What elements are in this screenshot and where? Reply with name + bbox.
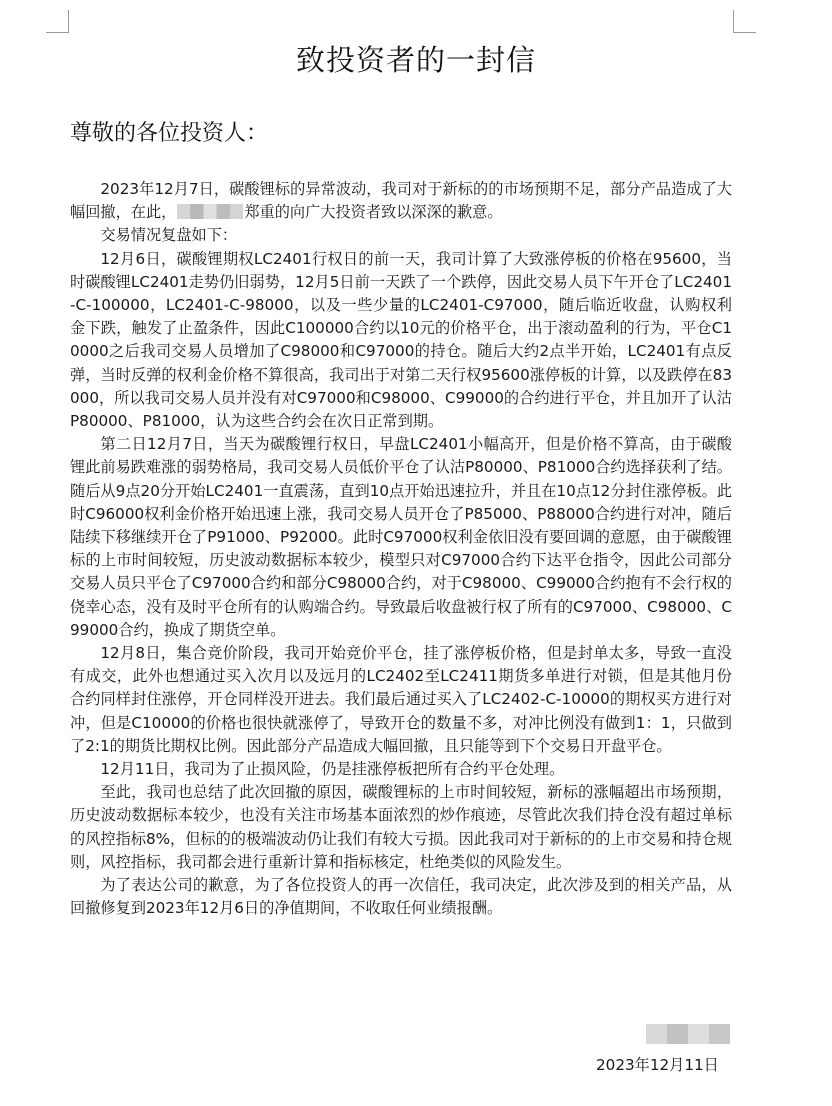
paragraph-dec11: 12月11日，我司为了止损风险，仍是挂涨停板把所有合约平仓处理。 bbox=[100, 760, 565, 779]
redacted-company-name bbox=[177, 204, 243, 219]
paragraph-summary: 至此，我司也总结了此次回撤的原因，碳酸锂标的上市时间较短，新标的涨幅超出市场预期，历史波动数据标本较少，也没有关注市场基本面浓烈的炒作痕迹，尽管此次我们持仓没有超过单标的风控指标8%，但标的的极端波动仍让我们有较大亏损。因此我司对于新标的的上市交易和持仓规则，风控指标，我司都会进行重新计算和指标核定，杜绝类似的风险发生。 bbox=[70, 783, 732, 871]
letter-date: 2023年12月11日 bbox=[596, 1056, 719, 1074]
paragraph-dec7: 第二日12月7日，当天为碳酸锂行权日，早盘LC2401小幅高开，但是价格不算高，由于碳酸锂此前易跌难涨的弱势格局，我司交易人员低价平仓了认沽P80000、P81000合约选择获利了结。随后从9点20分开始LC2401一直震荡，直到10点开始迅速拉升，并且在10点12分封住涨停板。此时C96000权利金价格开始迅速上涨，我司交易人员开仓了P85000、P88000合约进行对冲，随后陆续下移继续开仓了P91000、P92000。此时C97000权利金依旧没有要回调的意愿，由于碳酸锂标的上市时间较短，历史波动数据标本较少，模型只对C97000合约下达平仓指令，因此公司部分交易人员只平仓了C97000合约和部分C98000合约，对于C98000、C99000合约抱有不会行权的侥幸心态，没有及时平仓所有的认购端合约。导致最后收盘被行权了所有的C97000、C98000、C99000合约，换成了期货空单。 bbox=[70, 435, 732, 639]
paragraph-apology bbox=[70, 178, 732, 224]
crop-mark-top-left bbox=[46, 10, 69, 33]
paragraph-review-heading: 交易情况复盘如下： bbox=[100, 226, 238, 245]
salutation: 尊敬的各位投资人： bbox=[70, 121, 269, 146]
letter-title: 致投资者的一封信 bbox=[295, 43, 536, 77]
crop-mark-top-right bbox=[733, 10, 756, 33]
paragraph-compensation: 为了表达公司的歉意，为了各位投资人的再一次信任，我司决定，此次涉及到的相关产品，从回撤修复到2023年12月6日的净值期间，不收取任何业绩报酬。 bbox=[70, 876, 732, 918]
paragraph-dec6: 12月6日，碳酸锂期权LC2401行权日的前一天，我司计算了大致涨停板的价格在95600，当时碳酸锂LC2401走势仍旧弱势，12月5日前一天跌了一个跌停，因此交易人员下午开仓了LC2401-C-100000，LC2401-C-98000，以及一些少量的LC2401-C97000，随后临近收盘，认购权利金下跌，触发了止盈条件，因此C100000合约以10元的价格平仓，出于滚动盈利的行为，平仓C10000之后我司交易人员增加了C98000和C97000的持仓。随后大约2点半开始，LC2401有点反弹，当时反弹的权利金价格不算很高，我司出于对第二天行权95600涨停板的计算，以及跌停在83000，所以我司交易人员并没有对C97000和C98000、C99000的合约进行平仓，并且加开了认沽P80000、P81000，认为这些合约会在次日正常到期。 bbox=[70, 249, 732, 431]
paragraph-dec8: 12月8日，集合竞价阶段，我司开始竞价平仓，挂了涨停板价格，但是封单太多，导致一直没有成交，此外也想通过买入次月以及远月的LC2402至LC2411期货多单进行对锁，但是其他月份合约同样封住涨停，开仓同样没开进去。我们最后通过买入了LC2402-C-10000的期权买方进行对冲，但是C10000的价格也很快就涨停了，导致开仓的数量不多，对冲比例没有做到1：1，只做到了2:1的期货比期权比例。因此部分产品造成大幅回撤，且只能等到下个交易日开盘平仓。 bbox=[70, 644, 732, 755]
paragraph-apology-text-a: 2023年12月7日，碳酸锂标的异常波动，我司对于新标的的市场预期不足，部分产品造成了大幅回撤，在此， bbox=[70, 180, 732, 222]
paragraph-apology-text-b: 郑重的向广大投资者致以深深的歉意。 bbox=[244, 203, 503, 222]
redacted-signature bbox=[646, 1024, 730, 1044]
letter-body bbox=[70, 178, 732, 921]
